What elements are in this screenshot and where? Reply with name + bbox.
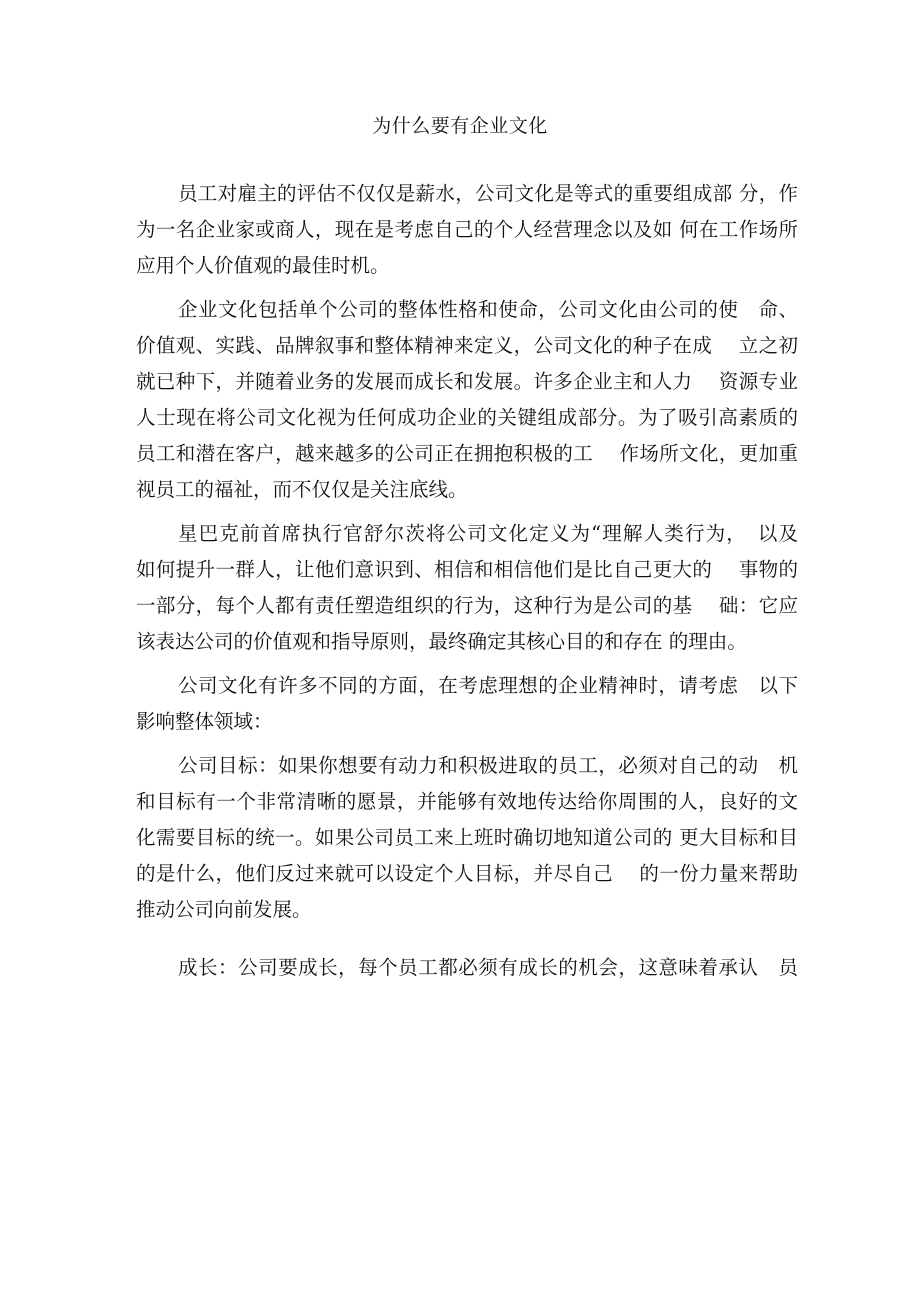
text-line: 一部分，每个人都有责任塑造组织的行为，这种行为是公司的基 础：它应 xyxy=(136,594,798,617)
paragraph-3 xyxy=(136,516,798,660)
paragraph-6 xyxy=(136,950,798,986)
paragraph-1 xyxy=(136,176,798,284)
text-line: 推动公司向前发展。 xyxy=(136,898,312,921)
text-line: 该表达公司的价值观和指导原则，最终确定其核心目的和存在 的理由。 xyxy=(136,630,747,653)
document-body xyxy=(136,176,798,994)
text-line: 的是什么，他们反过来就可以设定个人目标，并尽自己 的一份力量来帮助 xyxy=(136,862,798,885)
paragraph-4 xyxy=(136,668,798,740)
text-line: 员工和潜在客户，越来越多的公司正在拥抱积极的工 作场所文化，更加重 xyxy=(136,442,798,465)
text-line: 化需要目标的统一。如果公司员工来上班时确切地知道公司的 更大目标和目 xyxy=(136,826,798,849)
text-line: 如何提升一群人，让他们意识到、相信和相信他们是比自己更大的 事物的 xyxy=(136,558,798,581)
paragraph-2 xyxy=(136,292,798,508)
text-line: 企业文化包括单个公司的整体性格和使命，公司文化由公司的使 命、 xyxy=(178,298,798,321)
text-line: 星巴克前首席执行官舒尔茨将公司文化定义为“理解人类行为， 以及 xyxy=(178,522,798,545)
text-line: 和目标有一个非常清晰的愿景，并能够有效地传达给你周围的人，良好的文 xyxy=(136,790,798,813)
document-title: 为什么要有企业文化 xyxy=(372,115,548,137)
text-line: 应用个人价值观的最佳时机。 xyxy=(136,254,390,277)
text-line: 视员工的福祉，而不仅仅是关注底线。 xyxy=(136,478,468,501)
text-line: 影响整体领域： xyxy=(136,710,273,733)
text-line: 就已种下，并随着业务的发展而成长和发展。许多企业主和人力 资源专业 xyxy=(136,370,798,393)
text-line: 公司文化有许多不同的方面，在考虑理想的企业精神时，请考虑 以下 xyxy=(178,674,798,697)
text-line: 公司目标：如果你想要有动力和积极进取的员工，必须对自己的动 机 xyxy=(178,754,798,777)
text-line: 价值观、实践、品牌叙事和整体精神来定义，公司文化的种子在成 立之初 xyxy=(136,334,798,357)
paragraph-5 xyxy=(136,748,798,928)
text-line: 员工对雇主的评估不仅仅是薪水，公司文化是等式的重要组成部 分，作 xyxy=(178,182,798,205)
text-line: 为一名企业家或商人，现在是考虑自己的个人经营理念以及如 何在工作场所 xyxy=(136,218,798,241)
text-line: 成长：公司要成长，每个员工都必须有成长的机会，这意味着承认 员 xyxy=(178,956,798,979)
text-line: 人士现在将公司文化视为任何成功企业的关键组成部分。为了吸引高素质的 xyxy=(136,406,798,429)
